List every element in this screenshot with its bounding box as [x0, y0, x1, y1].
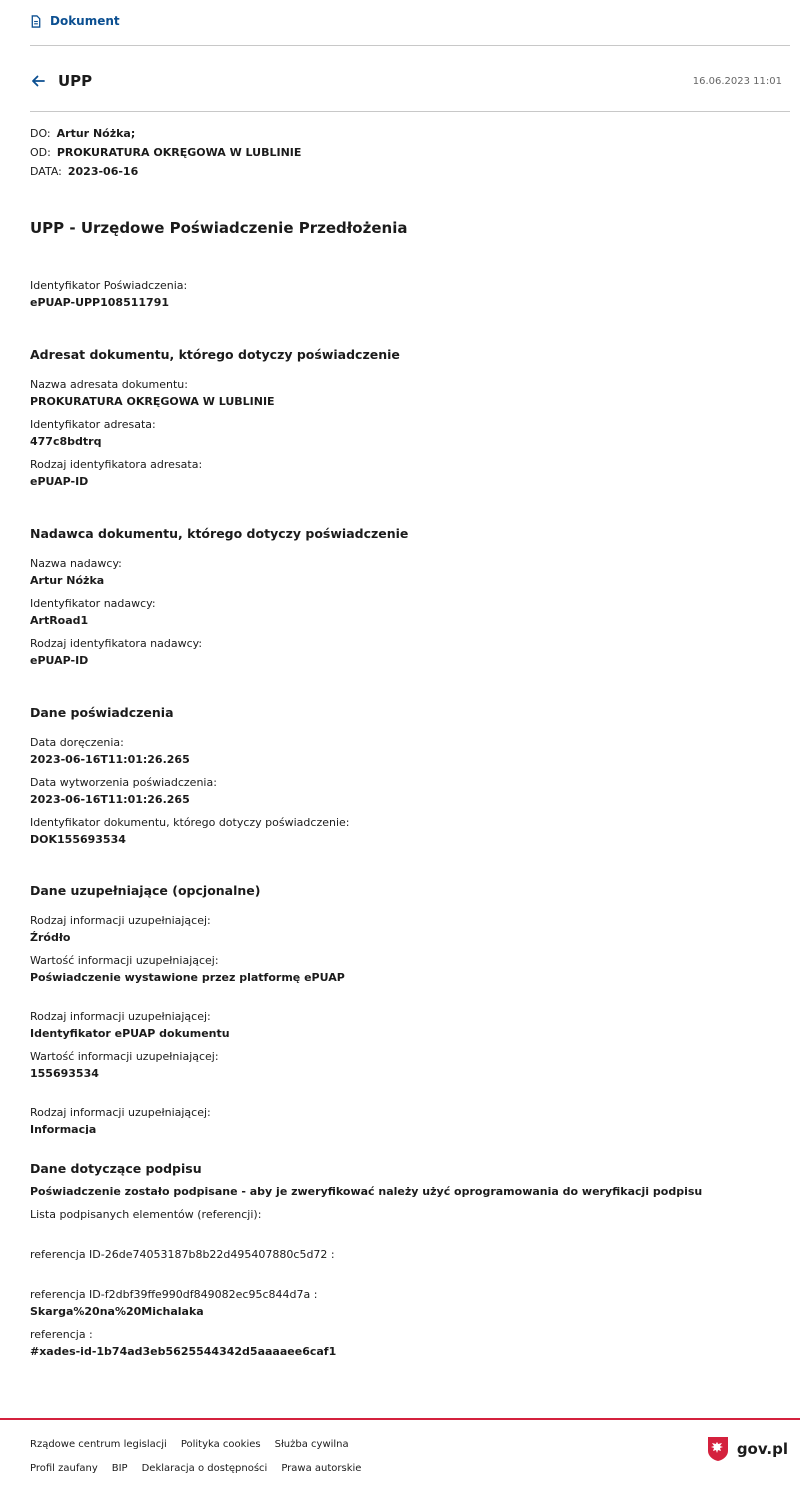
- sender-name-value: Artur Nóżka: [30, 574, 105, 587]
- supp-value-value: Poświadczenie wystawione przez platformę ePUAP: [30, 971, 345, 984]
- reference-3-value: #xades-id-1b74ad3eb5625544342d5aaaaee6caf1: [30, 1345, 337, 1358]
- sender-type-value: ePUAP-ID: [30, 654, 89, 667]
- recipient-section-title: Adresat dokumentu, którego dotyczy poświadczenie: [30, 347, 400, 362]
- date-label: DATA:: [30, 165, 62, 178]
- certificate-id-label: Identyfikator Poświadczenia:: [30, 279, 188, 292]
- footer-link-bip[interactable]: BIP: [111, 1463, 128, 1474]
- sender-section-title: Nadawca dokumentu, którego dotyczy poświadczenie: [30, 526, 409, 541]
- footer-link-civil-service[interactable]: Służba cywilna: [274, 1439, 349, 1450]
- divider: [30, 45, 790, 46]
- sender-id-value: ArtRoad1: [30, 614, 89, 627]
- signed-elements-label: Lista podpisanych elementów (referencji):: [30, 1208, 262, 1221]
- created-date-value: 2023-06-16T11:01:26.265: [30, 793, 190, 806]
- reference-2-label: referencja ID-f2dbf39ffe990df849082ec95c844d7a :: [30, 1288, 318, 1301]
- recipient-type-label: Rodzaj identyfikatora adresata:: [30, 458, 203, 471]
- supp-type-label: Rodzaj informacji uzupełniającej:: [30, 1106, 211, 1119]
- supp-value-label: Wartość informacji uzupełniającej:: [30, 954, 219, 967]
- document-id-value: DOK155693534: [30, 833, 126, 846]
- reference-3-label: referencja :: [30, 1328, 93, 1341]
- footer-link-copyright[interactable]: Prawa autorskie: [281, 1463, 362, 1474]
- reference-2-value: Skarga%20na%20Michalaka: [30, 1305, 204, 1318]
- supp-type-value: Identyfikator ePUAP dokumentu: [30, 1027, 230, 1040]
- to-value: Artur Nóżka;: [56, 127, 136, 140]
- footer-link-trusted-profile[interactable]: Profil zaufany: [30, 1463, 98, 1474]
- footer-link-accessibility[interactable]: Deklaracja o dostępności: [141, 1463, 268, 1474]
- arrow-left-icon[interactable]: [30, 73, 46, 89]
- document-header: [30, 68, 782, 94]
- supplementary-list[interactable]: [0, 900, 800, 1134]
- certificate-id-value: ePUAP-UPP108511791: [30, 296, 170, 309]
- document-tab[interactable]: [30, 12, 120, 30]
- delivery-date-value: 2023-06-16T11:01:26.265: [30, 753, 190, 766]
- recipient-id-label: Identyfikator adresata:: [30, 418, 156, 431]
- recipient-name-label: Nazwa adresata dokumentu:: [30, 378, 188, 391]
- supp-type-value: Informacja: [30, 1123, 97, 1134]
- delivery-date-label: Data doręczenia:: [30, 736, 124, 749]
- footer-links-row-1: [30, 1439, 349, 1450]
- footer-links-row-2: [30, 1463, 361, 1474]
- from-value: PROKURATURA OKRĘGOWA W LUBLINIE: [56, 146, 302, 159]
- gov-logo-text: gov.pl: [736, 1440, 788, 1458]
- eagle-emblem-icon: [707, 1436, 729, 1462]
- recipient-type-value: ePUAP-ID: [30, 475, 89, 488]
- to-label: DO:: [30, 127, 51, 140]
- gov-logo[interactable]: [707, 1436, 788, 1462]
- document-id-label: Identyfikator dokumentu, którego dotyczy poświadczenie:: [30, 816, 350, 829]
- document-main-title: UPP - Urzędowe Poświadczenie Przedłożenia: [30, 219, 408, 237]
- document-meta: [30, 124, 301, 181]
- recipient-id-value: 477c8bdtrq: [30, 435, 102, 448]
- supp-value-value: 155693534: [30, 1067, 99, 1080]
- document-icon: [30, 15, 42, 28]
- page-title: UPP: [58, 72, 93, 90]
- footer-accent-line: [0, 1418, 800, 1420]
- signature-note: Poświadczenie zostało podpisane - aby je zweryfikować należy użyć oprogramowania do weryfikacji podpisu: [30, 1185, 703, 1198]
- recipient-name-value: PROKURATURA OKRĘGOWA W LUBLINIE: [30, 395, 275, 408]
- divider: [30, 111, 790, 112]
- date-value: 2023-06-16: [67, 165, 139, 178]
- sender-type-label: Rodzaj identyfikatora nadawcy:: [30, 637, 203, 650]
- supp-type-label: Rodzaj informacji uzupełniającej:: [30, 914, 211, 927]
- from-label: OD:: [30, 146, 51, 159]
- signature-section-title: Dane dotyczące podpisu: [30, 1161, 202, 1176]
- supp-type-label: Rodzaj informacji uzupełniającej:: [30, 1010, 211, 1023]
- tab-label: Dokument: [50, 14, 120, 28]
- reference-1-label: referencja ID-26de74053187b8b22d495407880c5d72 :: [30, 1248, 335, 1261]
- footer-link-legislation[interactable]: Rządowe centrum legislacji: [30, 1439, 167, 1450]
- supp-value-label: Wartość informacji uzupełniającej:: [30, 1050, 219, 1063]
- footer-link-cookies[interactable]: Polityka cookies: [180, 1439, 261, 1450]
- sender-id-label: Identyfikator nadawcy:: [30, 597, 156, 610]
- certificate-data-title: Dane poświadczenia: [30, 705, 174, 720]
- supplementary-section-title: Dane uzupełniające (opcjonalne): [30, 883, 261, 898]
- document-date: 16.06.2023 11:01: [692, 75, 782, 87]
- created-date-label: Data wytworzenia poświadczenia:: [30, 776, 217, 789]
- sender-name-label: Nazwa nadawcy:: [30, 557, 122, 570]
- supp-type-value: Źródło: [30, 931, 71, 944]
